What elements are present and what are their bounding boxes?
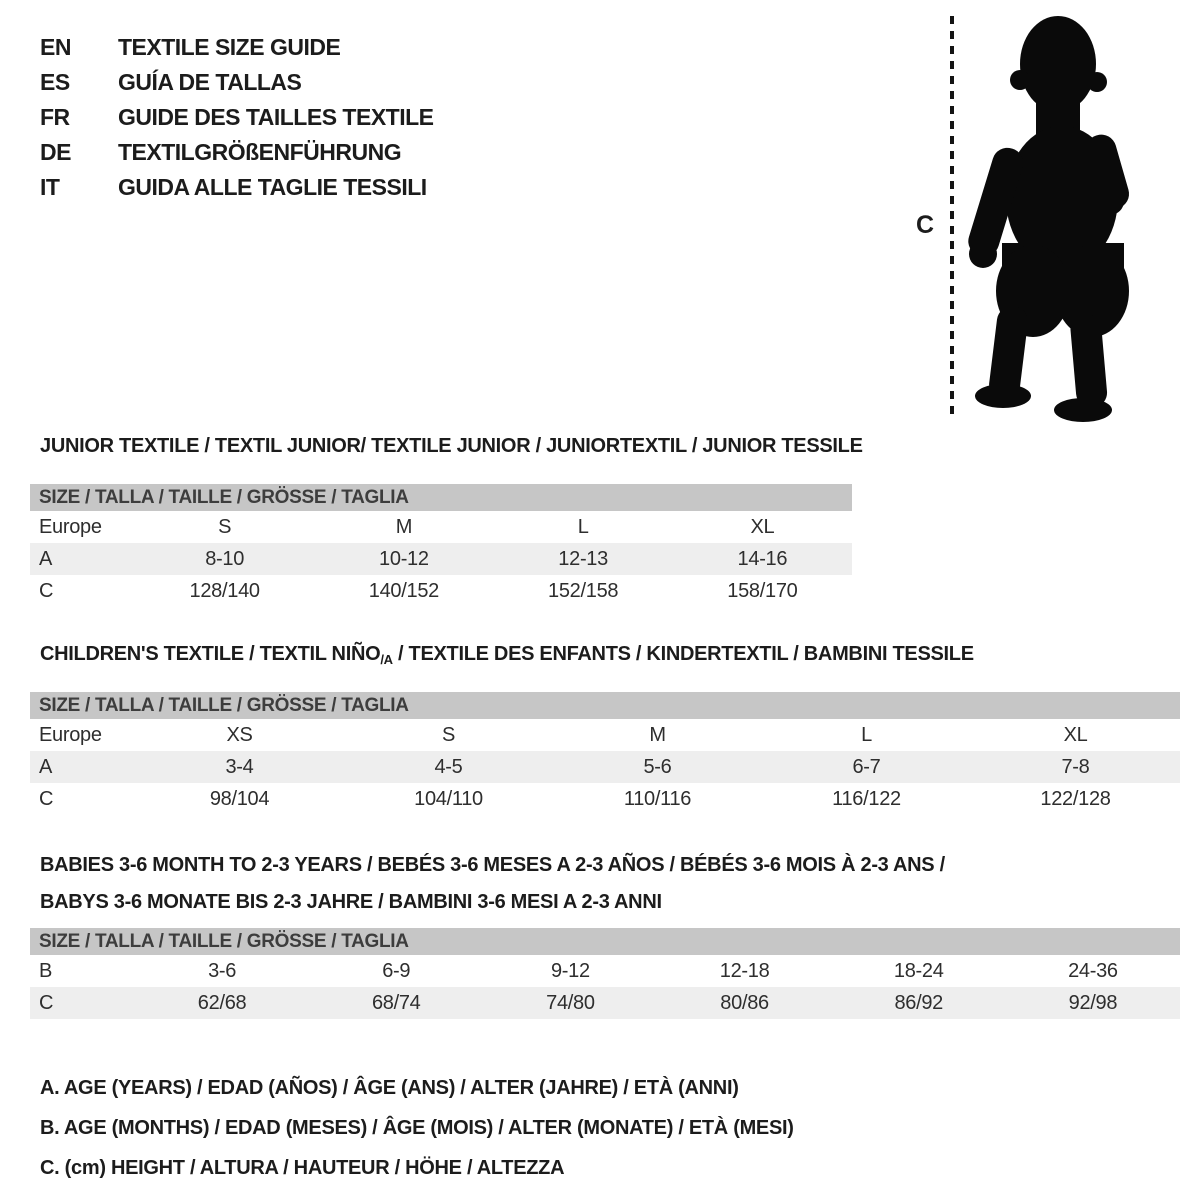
table-row-height [30, 987, 1180, 1019]
table-row-europe [30, 511, 852, 543]
size-value: L [577, 515, 589, 538]
language-row-it [40, 170, 434, 205]
junior-section-title: JUNIOR TEXTILE / TEXTIL JUNIOR/ TEXTILE JUNIOR / JUNIORTEXTIL / JUNIOR TESSILE [40, 435, 863, 457]
children-section-title [40, 643, 974, 667]
months-value: 18-24 [893, 959, 944, 982]
babies-title-line2: BABYS 3-6 MONATE BIS 2-3 JAHRE / BAMBINI 3-6 MESI A 2-3 ANNI [40, 891, 662, 913]
size-value: XS [226, 723, 253, 746]
size-value: M [395, 515, 413, 538]
guide-title-de: TEXTILGRÖßENFÜHRUNG [118, 139, 402, 165]
age-value: 8-10 [205, 547, 245, 570]
legend-line-c: C. (cm) HEIGHT / ALTURA / HAUTEUR / HÖHE / ALTEZZA [40, 1157, 565, 1179]
table-row-height [30, 575, 852, 607]
height-value: 80/86 [720, 991, 769, 1014]
age-value: 6-7 [852, 755, 881, 778]
language-row-es [40, 65, 434, 100]
size-value: M [649, 723, 666, 746]
language-title-list [40, 30, 434, 205]
age-value: 7-8 [1061, 755, 1090, 778]
size-value: XL [750, 515, 775, 538]
height-label: C [916, 211, 935, 239]
size-table-header: SIZE / TALLA / TAILLE / GRÖSSE / TAGLIA [30, 928, 1180, 955]
children-title-suffix: / TEXTILE DES ENFANTS / KINDERTEXTIL / BAMBINI TESSILE [392, 643, 974, 665]
guide-title-it: GUIDA ALLE TAGLIE TESSILI [118, 174, 427, 200]
height-value: 116/122 [832, 787, 901, 810]
junior-size-table [30, 484, 852, 607]
table-row-months [30, 955, 1180, 987]
children-size-table [30, 692, 1180, 815]
legend-line-a: A. AGE (YEARS) / EDAD (AÑOS) / ÂGE (ANS) / ALTER (JAHRE) / ETÀ (ANNI) [40, 1077, 739, 1099]
height-value: 74/80 [546, 991, 595, 1014]
language-code: FR [40, 104, 70, 130]
height-value: 158/170 [727, 579, 798, 602]
row-label: Europe [39, 515, 102, 538]
height-value: 152/158 [548, 579, 619, 602]
height-value: 140/152 [368, 579, 439, 602]
height-value: 62/68 [197, 991, 247, 1014]
height-value: 98/104 [209, 787, 270, 810]
age-value: 5-6 [643, 755, 672, 778]
age-value: 3-4 [225, 755, 254, 778]
row-label: C [39, 579, 54, 602]
age-value: 4-5 [434, 755, 463, 778]
table-row-age [30, 543, 852, 575]
height-figure [900, 8, 1190, 428]
babies-section-title [40, 847, 945, 921]
legend [40, 1068, 794, 1188]
months-value: 9-12 [550, 959, 590, 982]
row-label: Europe [39, 723, 102, 746]
months-value: 6-9 [382, 959, 411, 982]
language-row-fr [40, 100, 434, 135]
language-code: ES [40, 69, 70, 95]
size-table-header: SIZE / TALLA / TAILLE / GRÖSSE / TAGLIA [30, 692, 1180, 719]
table-row-europe [30, 719, 1180, 751]
row-label: C [39, 991, 54, 1014]
row-label: B [39, 959, 53, 982]
guide-title-fr: GUIDE DES TAILLES TEXTILE [118, 104, 434, 130]
guide-title-en: TEXTILE SIZE GUIDE [118, 34, 341, 60]
size-value: S [218, 515, 232, 538]
age-value: 14-16 [737, 547, 788, 570]
age-value: 10-12 [379, 547, 429, 570]
children-title-prefix: CHILDREN'S TEXTILE / TEXTIL NIÑO [40, 643, 381, 665]
months-value: 12-18 [719, 959, 770, 982]
language-code: IT [40, 174, 60, 200]
language-row-de [40, 135, 434, 170]
months-value: 3-6 [208, 959, 237, 982]
height-value: 92/98 [1068, 991, 1118, 1014]
row-label: C [39, 787, 54, 810]
height-value: 86/92 [894, 991, 944, 1014]
language-code: DE [40, 139, 71, 165]
table-row-height [30, 783, 1180, 815]
size-table-header: SIZE / TALLA / TAILLE / GRÖSSE / TAGLIA [30, 484, 852, 511]
row-label: A [39, 755, 53, 778]
babies-title-line1: BABIES 3-6 MONTH TO 2-3 YEARS / BEBÉS 3-6 MESES A 2-3 AÑOS / BÉBÉS 3-6 MOIS À 2-3 ANS / [40, 854, 945, 876]
height-value: 110/116 [623, 787, 692, 810]
language-code: EN [40, 34, 71, 60]
row-label: A [39, 547, 53, 570]
height-value: 122/128 [1040, 787, 1111, 810]
months-value: 24-36 [1068, 959, 1118, 982]
toddler-silhouette [900, 8, 1190, 428]
babies-size-table [30, 928, 1180, 1019]
size-value: S [441, 723, 456, 746]
guide-title-es: GUÍA DE TALLAS [118, 69, 302, 95]
size-value: L [861, 723, 872, 746]
height-value: 104/110 [414, 787, 483, 810]
table-row-age [30, 751, 1180, 783]
language-row-en [40, 30, 434, 65]
children-title-sub: /A [380, 652, 393, 667]
age-value: 12-13 [558, 547, 608, 570]
size-value: XL [1063, 723, 1088, 746]
height-value: 128/140 [189, 579, 260, 602]
height-value: 68/74 [371, 991, 421, 1014]
legend-line-b: B. AGE (MONTHS) / EDAD (MESES) / ÂGE (MOIS) / ALTER (MONATE) / ETÀ (MESI) [40, 1117, 794, 1139]
